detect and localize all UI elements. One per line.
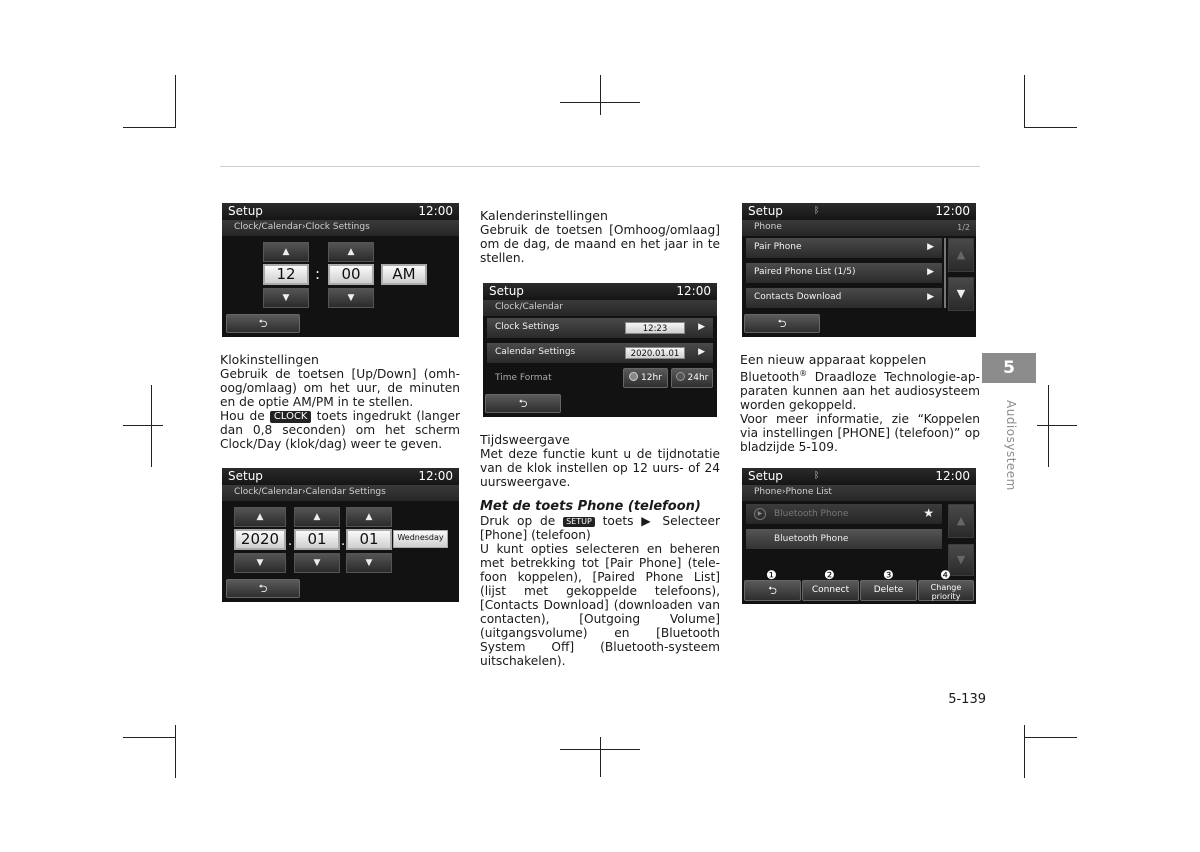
crop-mark xyxy=(560,749,640,750)
year-value[interactable]: 2020 xyxy=(234,529,286,550)
screen-title: Setup xyxy=(489,284,524,298)
phone-list-item[interactable] xyxy=(746,504,942,525)
day-down-button[interactable]: ▼ xyxy=(346,553,392,573)
arrow-right-icon: ▶ xyxy=(698,347,705,357)
screen-title-bar xyxy=(483,283,717,300)
minute-value[interactable]: 00 xyxy=(328,264,374,285)
star-icon[interactable]: ★ xyxy=(923,506,934,520)
chapter-label: Audiosysteem xyxy=(1004,400,1018,491)
chapter-tab: 5 xyxy=(982,353,1036,383)
breadcrumb xyxy=(742,485,976,501)
section-heading: Tijdsweergave xyxy=(480,432,570,447)
text-fragment: Druk op de xyxy=(480,514,556,528)
screen-time: 12:00 xyxy=(676,284,711,298)
year-down-button[interactable]: ▼ xyxy=(234,553,286,573)
arrow-right-icon: ▶ xyxy=(927,242,934,252)
month-value[interactable]: 01 xyxy=(294,529,340,550)
callout-marker-1: ❶ xyxy=(766,568,777,582)
clock-key-icon: CLOCK xyxy=(270,411,312,423)
breadcrumb-text: Clock/Calendar xyxy=(495,302,563,312)
play-icon: ▶ xyxy=(754,508,766,520)
radio-icon xyxy=(676,372,685,381)
breadcrumb-text: Phone xyxy=(754,222,782,232)
arrow-right-icon: ▶ xyxy=(698,322,705,332)
page-number: 5-139 xyxy=(948,692,986,707)
phone-name: Bluetooth Phone xyxy=(774,509,849,519)
crop-mark xyxy=(600,737,601,777)
section-heading: Met de toets Phone (telefoon) xyxy=(480,499,701,514)
breadcrumb-text: Phone›Phone List xyxy=(754,487,832,497)
hour-value[interactable]: 12 xyxy=(263,264,309,285)
row-label: Pair Phone xyxy=(754,242,802,252)
row-label: Calendar Settings xyxy=(495,347,576,357)
breadcrumb-text: Clock/Calendar›Clock Settings xyxy=(234,222,370,232)
screen-title: Setup xyxy=(748,469,783,483)
section-heading: Een nieuw apparaat koppelen xyxy=(740,352,927,367)
text-fragment: toets ▶ Selecteer [Phone] (telefoon) xyxy=(480,514,721,542)
time-separator: : xyxy=(315,265,321,283)
registered-mark: ® xyxy=(799,369,808,378)
breadcrumb xyxy=(222,220,459,236)
breadcrumb xyxy=(742,220,976,236)
clock-settings-screen xyxy=(222,203,459,337)
pair-phone-row[interactable] xyxy=(746,238,942,259)
paragraph xyxy=(480,514,720,542)
screen-title-bar xyxy=(742,468,976,485)
format-12hr-option[interactable] xyxy=(623,368,668,388)
screen-title-bar xyxy=(222,203,459,220)
screen-title-bar xyxy=(222,468,459,485)
date-separator: . xyxy=(341,534,346,549)
hour-down-button[interactable]: ▼ xyxy=(263,288,309,308)
screen-title: Setup xyxy=(228,204,263,218)
crop-mark xyxy=(123,737,176,738)
row-label: Clock Settings xyxy=(495,322,560,332)
screen-title: Setup xyxy=(228,469,263,483)
back-button[interactable]: ⮌ xyxy=(226,579,300,598)
arrow-right-icon: ▶ xyxy=(927,267,934,277)
paragraph xyxy=(740,367,980,412)
crop-mark xyxy=(123,425,163,426)
column-2-bottom-text xyxy=(480,432,720,668)
crop-mark xyxy=(1024,75,1025,128)
paragraph: U kunt opties selecteren en beheren met betrekking tot [Pair Phone] (tele-foon koppelen), [Paired Phone List] (lijst met gekoppelde telefoons), [Contacts Download] (downloaden van contacten), [Outgoing Volume] (uitgangsvolume) en [Bluetooth System Off] (Bluetooth-systeem uitschakelen). xyxy=(480,542,720,668)
crop-mark xyxy=(175,75,176,128)
text-fragment: Hou de xyxy=(220,409,265,423)
back-button[interactable]: ⮌ xyxy=(226,314,300,333)
crop-mark xyxy=(123,127,176,128)
option-label: 12hr xyxy=(641,373,662,383)
clock-settings-row[interactable] xyxy=(487,318,713,339)
breadcrumb xyxy=(483,300,717,316)
crop-mark xyxy=(1024,127,1077,128)
text-fragment: Draadloze Technologie-ap-paraten kunnen aan het audiosysteem worden gekoppeld. xyxy=(740,370,980,413)
row-label: Contacts Download xyxy=(754,292,842,302)
screen-title-bar xyxy=(742,203,976,220)
ampm-value[interactable]: AM xyxy=(381,264,427,285)
scroll-down-button[interactable]: ▼ xyxy=(948,277,974,311)
crop-mark xyxy=(1048,385,1049,467)
delete-button[interactable]: Delete xyxy=(860,580,917,601)
breadcrumb xyxy=(222,485,459,501)
calendar-settings-row[interactable] xyxy=(487,343,713,364)
calendar-value: 2020.01.01 xyxy=(625,347,685,359)
text-fragment: toets ingedrukt (langer dan 0,8 seconden) om het scherm Clock/Day (klok/dag) weer te geven. xyxy=(220,409,460,451)
time-format-label: Time Format xyxy=(495,373,552,383)
scroll-down-button[interactable]: ▼ xyxy=(948,544,974,576)
bluetooth-icon: ᛒ xyxy=(814,206,820,216)
column-1-text xyxy=(220,352,460,451)
screen-time: 12:00 xyxy=(418,469,453,483)
setup-key-icon: SETUP xyxy=(563,517,595,527)
bluetooth-icon: ᛒ xyxy=(814,471,820,481)
column-3-text xyxy=(740,352,980,454)
day-value[interactable]: 01 xyxy=(346,529,392,550)
calendar-settings-screen xyxy=(222,468,459,602)
scroll-up-button[interactable]: ▲ xyxy=(948,238,974,272)
paragraph xyxy=(220,409,460,451)
minute-up-button[interactable]: ▲ xyxy=(328,242,374,262)
header-rule xyxy=(220,166,980,167)
clock-value: 12:23 xyxy=(625,322,685,334)
screen-time: 12:00 xyxy=(418,204,453,218)
phone-name: Bluetooth Phone xyxy=(774,534,849,544)
paragraph: Voor meer informatie, zie “Koppelen via instellingen [PHONE] (telefoon)” op bladzijde 5-109. xyxy=(740,412,980,455)
row-label: Paired Phone List (1/5) xyxy=(754,267,856,277)
back-button[interactable]: ⮌ xyxy=(744,314,820,333)
page-indicator: 1/2 xyxy=(957,223,970,232)
crop-mark xyxy=(600,75,601,115)
crop-mark xyxy=(560,102,640,103)
breadcrumb-text: Clock/Calendar›Calendar Settings xyxy=(234,487,386,497)
column-2-top-text xyxy=(480,208,720,265)
year-up-button[interactable]: ▲ xyxy=(234,507,286,527)
scrollbar[interactable] xyxy=(944,238,946,308)
scroll-up-button[interactable]: ▲ xyxy=(948,504,974,538)
crop-mark xyxy=(151,385,152,467)
callout-marker-4: ❹ xyxy=(940,568,951,582)
weekday-value: Wednesday xyxy=(393,530,448,548)
callout-marker-2: ❷ xyxy=(824,568,835,582)
option-label: 24hr xyxy=(687,373,709,383)
month-up-button[interactable]: ▲ xyxy=(294,507,340,527)
phone-list-item[interactable] xyxy=(746,529,942,550)
screen-time: 12:00 xyxy=(935,204,970,218)
crop-mark xyxy=(1024,725,1025,778)
clock-calendar-screen xyxy=(483,283,717,417)
minute-down-button[interactable]: ▼ xyxy=(328,288,374,308)
month-down-button[interactable]: ▼ xyxy=(294,553,340,573)
section-heading: Kalenderinstellingen xyxy=(480,208,608,223)
back-button[interactable]: ⮌ xyxy=(485,394,561,413)
crop-mark xyxy=(1037,425,1077,426)
hour-up-button[interactable]: ▲ xyxy=(263,242,309,262)
arrow-right-icon: ▶ xyxy=(927,292,934,302)
paragraph: Gebruik de toetsen [Omhoog/omlaag] om de dag, de maand en het jaar in te stellen. xyxy=(480,223,720,265)
phone-screen xyxy=(742,203,976,337)
paragraph: Gebruik de toetsen [Up/Down] (omh-oog/omlaag) om het uur, de minuten en de optie AM/PM in te stellen. xyxy=(220,367,460,409)
crop-mark xyxy=(175,725,176,778)
text-fragment: Bluetooth xyxy=(740,370,800,385)
radio-icon xyxy=(629,372,638,381)
back-button[interactable]: ⮌ xyxy=(744,580,801,601)
contacts-download-row[interactable] xyxy=(746,288,942,309)
date-separator: . xyxy=(288,534,293,549)
crop-mark xyxy=(1024,737,1077,738)
format-24hr-option[interactable] xyxy=(671,368,713,388)
phone-list-screen xyxy=(742,468,976,604)
connect-button[interactable]: Connect xyxy=(802,580,859,601)
change-priority-button[interactable]: Change priority xyxy=(918,580,974,601)
paragraph: Met deze functie kunt u de tijdnotatie van de klok instellen op 12 uurs- of 24 uursweergave. xyxy=(480,447,720,489)
callout-marker-3: ❸ xyxy=(883,568,894,582)
screen-title: Setup xyxy=(748,204,783,218)
day-up-button[interactable]: ▲ xyxy=(346,507,392,527)
paired-phone-list-row[interactable] xyxy=(746,263,942,284)
screen-time: 12:00 xyxy=(935,469,970,483)
section-heading: Klokinstellingen xyxy=(220,352,319,367)
